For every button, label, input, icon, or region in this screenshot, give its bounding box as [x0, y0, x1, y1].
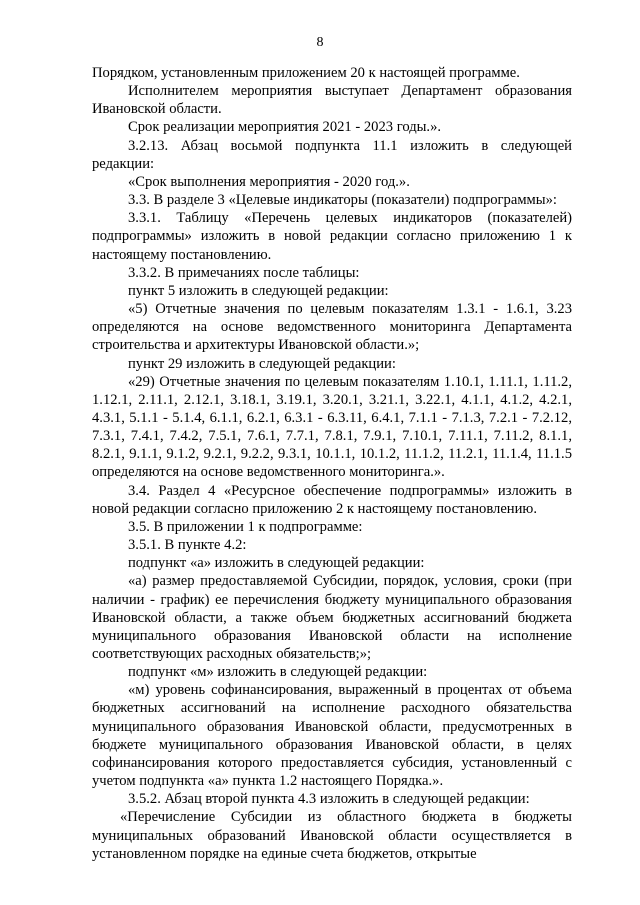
- paragraph-3: Срок реализации мероприятия 2021 - 2023 годы.».: [128, 119, 442, 136]
- paragraph-1: Порядком, установленным приложением 20 к настоящей программе.: [92, 65, 520, 81]
- paragraph-10: «5) Отчетные значения по целевым показателям 1.3.1 - 1.6.1, 3.23 определяются на основе ведомственного мониторинга Департамента строительства и архитектуры Ивановской области.»;: [92, 301, 572, 354]
- page-number: 8: [316, 35, 324, 50]
- paragraph-20: 3.5.2. Абзац второй пункта 4.3 изложить в следующей редакции:: [128, 791, 530, 808]
- paragraph-8: 3.3.2. В примечаниях после таблицы:: [128, 264, 360, 281]
- paragraph-18: подпункт «м» изложить в следующей редакции:: [128, 664, 428, 681]
- paragraph-4: 3.2.13. Абзац восьмой подпункта 11.1 изложить в следующей редакции:: [92, 137, 572, 172]
- paragraph-6: 3.3. В разделе 3 «Целевые индикаторы (показатели) подпрограммы»:: [128, 192, 557, 209]
- paragraph-2: Исполнителем мероприятия выступает Департамент образования Ивановской области.: [92, 83, 572, 118]
- paragraph-13: 3.4. Раздел 4 «Ресурсное обеспечение подпрограммы» изложить в новой редакции согласно приложению 2 к настоящему постановлению.: [92, 482, 572, 517]
- paragraph-9: пункт 5 изложить в следующей редакции:: [128, 282, 389, 299]
- document-body: [92, 64, 572, 863]
- paragraph-5: «Срок выполнения мероприятия - 2020 год.».: [128, 173, 410, 190]
- paragraph-17: «а) размер предоставляемой Субсидии, порядок, условия, сроки (при наличии - график) ее перечисления бюджету муниципального образования Ивановской области, а также объем бюджетных ассигнований бюджета муниципального образования Ивановской области на исполнение соответствующих расходных обязательств;»;: [92, 573, 572, 662]
- paragraph-12: «29) Отчетные значения по целевым показателям 1.10.1, 1.11.1, 1.11.2, 1.12.1, 2.11.1, 2.12.1, 3.18.1, 3.19.1, 3.20.1, 3.21.1, 3.22.1, 4.1.1, 4.1.2, 4.2.1, 4.3.1, 5.1.1 - 5.1.4, 6.1.1, 6.2.1, 6.3.1 - 6.3.11, 6.4.1, 7.1.1 - 7.1.3, 7.2.1 - 7.2.12, 7.3.1, 7.4.1, 7.4.2, 7.5.1, 7.6.1, 7.7.1, 7.8.1, 7.9.1, 7.10.1, 7.11.1, 7.11.2, 8.1.1, 8.2.1, 9.1.1, 9.1.2, 9.2.1, 9.2.2, 9.3.1, 10.1.1, 10.1.2, 11.1.2, 11.2.1, 11.1.4, 11.1.5 определяются на основе ведомственного мониторинга.».: [92, 373, 572, 481]
- paragraph-16: подпункт «а» изложить в следующей редакции:: [128, 555, 425, 572]
- paragraph-21: «Перечисление Субсидии из областного бюджета в бюджеты муниципальных образований Ивановской области осуществляется в установленном порядке на единые счета бюджетов, открытые: [92, 809, 572, 862]
- paragraph-19: «м) уровень софинансирования, выраженный в процентах от объема бюджетных ассигнований на исполнение расходного обязательства муниципального образования Ивановской области, предусмотренных в бюджете муниципального образования Ивановской области, в целях софинансирования которого предоставляется субсидия, установленный с учетом подпункта «а» пункта 1.2 настоящего Порядка.».: [92, 682, 572, 790]
- paragraph-11: пункт 29 изложить в следующей редакции:: [128, 355, 396, 372]
- paragraph-14: 3.5. В приложении 1 к подпрограмме:: [128, 518, 363, 535]
- paragraph-15: 3.5.1. В пункте 4.2:: [128, 537, 247, 554]
- paragraph-7: 3.3.1. Таблицу «Перечень целевых индикаторов (показателей) подпрограммы» изложить в новой редакции согласно приложению 1 к настоящему постановлению.: [92, 210, 572, 263]
